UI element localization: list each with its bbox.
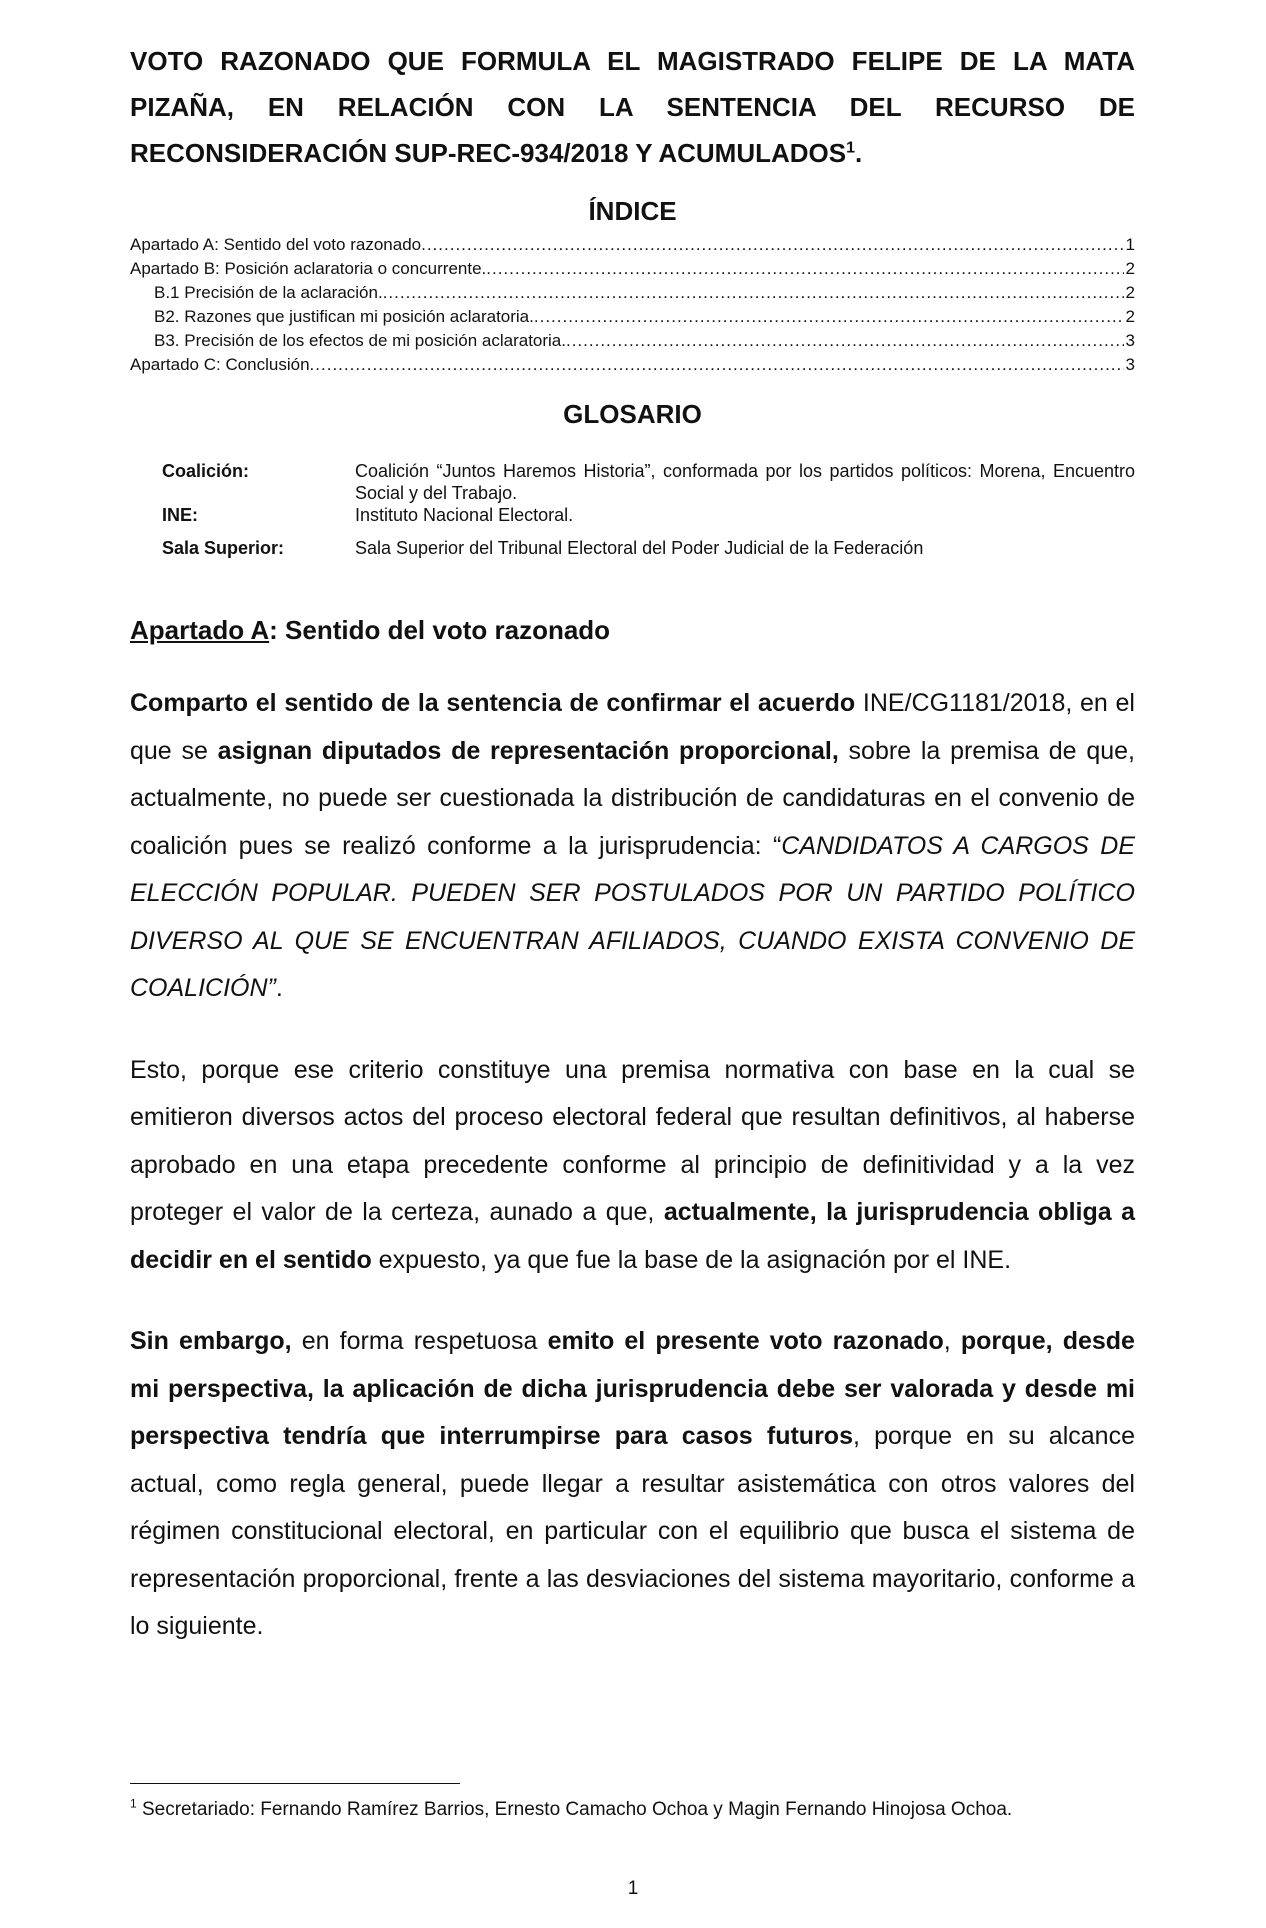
toc-entry-page: 3 (1125, 331, 1135, 350)
toc-entry-page: 2 (1125, 283, 1135, 302)
apartado-a-title: : Sentido del voto razonado (269, 615, 611, 645)
toc-leader (534, 305, 1124, 329)
p1-italic-jurisprudencia: CANDIDATOS A CARGOS DE ELECCIÓN POPULAR. PUEDEN SER POSTULADOS POR UN PARTIDO POLÍTICO DIVERSO AL QUE SE ENCUENTRAN AFILIADOS, CUANDO EXISTA CONVENIO DE COALICIÓN” (130, 831, 1135, 1002)
title-line-3-text: RECONSIDERACIÓN SUP-REC-934/2018 Y ACUMULADOS (130, 138, 847, 168)
p3-text-2: en forma respetuosa (291, 1327, 548, 1355)
glossary-definition: Sala Superior del Tribunal Electoral del Poder Judicial de la Federación (355, 538, 924, 558)
glossary-term: INE: (162, 505, 198, 525)
title-footnote-ref[interactable]: 1 (846, 139, 856, 157)
toc-leader (421, 233, 1123, 257)
page-number: 1 (627, 1878, 639, 1899)
p2-bold-2: actualmente, la jurisprudencia obliga a decidir en el sentido (130, 1198, 1135, 1274)
toc-entry[interactable] (130, 233, 1135, 257)
toc-entry-label: B3. Precisión de los efectos de mi posición aclaratoria. (154, 331, 566, 350)
p1-text-2: INE/CG1181/2018, en el que se (130, 689, 1135, 765)
document-title (130, 38, 1135, 176)
title-line-3-end: . (855, 138, 863, 168)
glossary-definition: Coalición “Juntos Haremos Historia”, conformada por los partidos políticos: Morena, Encuentro Social y del Trabajo. (355, 461, 1135, 503)
document-page (130, 38, 1135, 1651)
p3-text-4: , (943, 1327, 961, 1355)
toc-entry-label: Apartado A: Sentido del voto razonado (130, 235, 422, 254)
paragraph-2 (130, 1047, 1135, 1285)
title-line-3 (130, 130, 1135, 176)
toc-leader (310, 353, 1124, 377)
toc-entry[interactable] (130, 353, 1135, 377)
toc-entry-label: B2. Razones que justifican mi posición aclaratoria. (154, 307, 534, 326)
footnote-separator (130, 1783, 460, 1784)
glosario-heading: GLOSARIO (563, 399, 702, 429)
toc-entry-page: 2 (1125, 259, 1135, 278)
paragraph-1 (130, 680, 1135, 1013)
toc-entry[interactable] (130, 329, 1135, 353)
table-of-contents (130, 233, 1135, 377)
p1-bold-1: Comparto el sentido de la sentencia de confirmar el acuerdo (130, 689, 856, 717)
toc-leader (566, 329, 1124, 353)
apartado-a-heading (130, 615, 1135, 646)
p3-bold-5: porque, desde mi perspectiva, la aplicación de dicha jurisprudencia debe ser valorada y desde mi perspectiva tendría que interrumpirse para casos futuros (130, 1327, 1135, 1450)
p2-text-3: expuesto, ya que fue la base de la asignación por el INE. (371, 1245, 1012, 1274)
glossary (130, 460, 1135, 559)
p2-text-1: Esto, porque ese criterio constituye una premisa normativa con base en la cual se emitieron diversos actos del proceso electoral federal que resultan definitivos, al haberse aprobado en una etapa precedente conforme al principio de definitividad y a la vez proteger el valor de la certeza, aunado a que, (130, 1055, 1135, 1226)
p1-bold-3: asignan diputados de representación proporcional, (217, 736, 839, 765)
glossary-row (130, 460, 1135, 504)
p3-bold-3: emito el presente voto razonado (547, 1327, 944, 1355)
toc-leader (383, 281, 1124, 305)
paragraph-3 (130, 1318, 1135, 1651)
toc-entry[interactable] (130, 257, 1135, 281)
title-line-1: VOTO RAZONADO QUE FORMULA EL MAGISTRADO FELIPE DE LA MATA (130, 46, 1135, 76)
glossary-term: Coalición: (162, 461, 250, 481)
toc-entry-label: Apartado C: Conclusión (130, 355, 310, 374)
toc-entry-page: 2 (1125, 307, 1135, 326)
toc-entry[interactable] (130, 281, 1135, 305)
footnote-number: 1 (130, 1796, 137, 1811)
footnote-text: Secretariado: Fernando Ramírez Barrios, Ernesto Camacho Ochoa y Magin Fernando Hinojosa Ochoa. (136, 1799, 1013, 1820)
toc-entry[interactable] (130, 305, 1135, 329)
apartado-a-label: Apartado A (130, 615, 270, 645)
glossary-row (130, 537, 1135, 559)
toc-entry-page: 1 (1125, 235, 1135, 254)
toc-entry-label: B.1 Precisión de la aclaración. (154, 283, 383, 302)
p3-text-6: , porque en su alcance actual, como regla general, puede llegar a resultar asistemática con otros valores del régimen constitucional electoral, en particular con el equilibrio que busca el sistema de representación proporcional, frente a las desviaciones del sistema mayoritario, conforme a lo siguiente. (130, 1422, 1135, 1640)
toc-entry-page: 3 (1125, 355, 1135, 374)
p3-bold-1: Sin embargo, (130, 1327, 292, 1355)
title-line-2: PIZAÑA, EN RELACIÓN CON LA SENTENCIA DEL RECURSO DE (130, 92, 1135, 122)
footnote (130, 1797, 1135, 1822)
toc-leader (486, 257, 1123, 281)
p1-text-4: sobre la premisa de que, actualmente, no puede ser cuestionada la distribución de candidaturas en el convenio de coalición pues se realizó conforme a la jurisprudencia: “ (130, 736, 1135, 860)
p1-text-6: . (275, 974, 283, 1002)
glossary-row (130, 504, 1135, 526)
glossary-term: Sala Superior: (162, 538, 285, 558)
toc-entry-label: Apartado B: Posición aclaratoria o concurrente. (130, 259, 487, 278)
glossary-definition: Instituto Nacional Electoral. (355, 505, 574, 525)
indice-heading: ÍNDICE (588, 196, 677, 226)
